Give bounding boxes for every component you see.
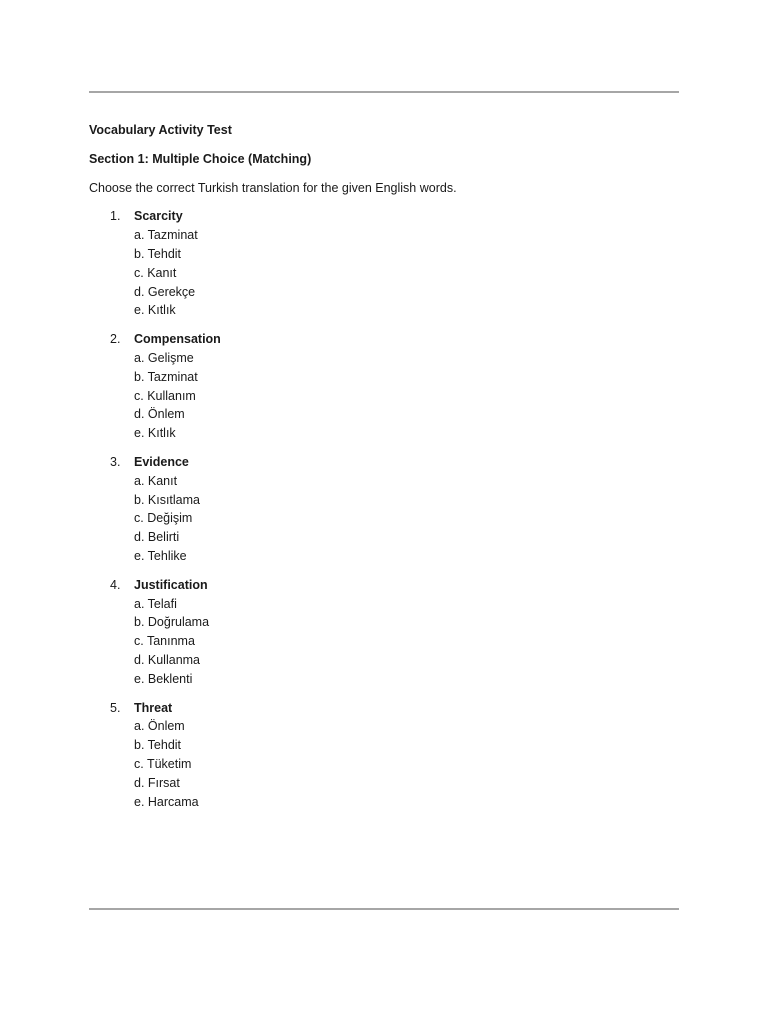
question-item — [89, 330, 679, 443]
question-word: Evidence — [134, 454, 189, 469]
answer-option: d. Önlem — [134, 407, 185, 422]
question-number: 2. — [110, 332, 121, 347]
question-word: Scarcity — [134, 209, 183, 224]
question-number: 1. — [110, 209, 121, 224]
document-title: Vocabulary Activity Test — [89, 123, 232, 137]
question-item — [89, 576, 679, 689]
question-word: Compensation — [134, 332, 221, 347]
answer-option: d. Belirti — [134, 530, 180, 545]
question-item — [89, 207, 679, 320]
answer-option: c. Değişim — [134, 511, 193, 526]
instruction-text: Choose the correct Turkish translation for the given English words. — [89, 180, 457, 195]
answer-option: c. Tanınma — [134, 634, 195, 649]
answer-option: c. Kullanım — [134, 388, 196, 403]
answer-option: d. Fırsat — [134, 775, 180, 790]
question-number: 3. — [110, 454, 121, 469]
answer-option: a. Önlem — [134, 719, 185, 734]
answer-option: a. Telafi — [134, 596, 177, 611]
option-list — [134, 349, 679, 443]
answer-option: c. Tüketim — [134, 756, 192, 771]
answer-option: e. Harcama — [134, 794, 199, 809]
option-list — [134, 472, 679, 566]
question-item — [89, 699, 679, 812]
answer-option: d. Kullanma — [134, 652, 201, 667]
answer-option: e. Kıtlık — [134, 426, 176, 441]
answer-option: b. Tazminat — [134, 369, 198, 384]
answer-option: c. Kanıt — [134, 265, 177, 280]
footer-divider — [89, 908, 679, 910]
question-list — [89, 207, 679, 811]
option-list — [134, 595, 679, 689]
option-list — [134, 226, 679, 320]
answer-option: e. Kıtlık — [134, 303, 176, 318]
header-divider — [89, 91, 679, 93]
answer-option: d. Gerekçe — [134, 284, 196, 299]
answer-option: e. Tehlike — [134, 548, 187, 563]
question-number: 5. — [110, 700, 121, 715]
answer-option: a. Gelişme — [134, 350, 194, 365]
answer-option: b. Kısıtlama — [134, 492, 200, 507]
answer-option: e. Beklenti — [134, 671, 193, 686]
document-body — [89, 121, 679, 821]
answer-option: b. Tehdit — [134, 246, 182, 261]
section-title: Section 1: Multiple Choice (Matching) — [89, 151, 312, 166]
question-word: Justification — [134, 577, 208, 592]
answer-option: a. Kanıt — [134, 473, 178, 488]
answer-option: a. Tazminat — [134, 228, 198, 243]
answer-option: b. Tehdit — [134, 738, 182, 753]
question-number: 4. — [110, 577, 121, 592]
answer-option: b. Doğrulama — [134, 615, 210, 630]
question-word: Threat — [134, 700, 173, 715]
option-list — [134, 717, 679, 811]
question-item — [89, 453, 679, 566]
